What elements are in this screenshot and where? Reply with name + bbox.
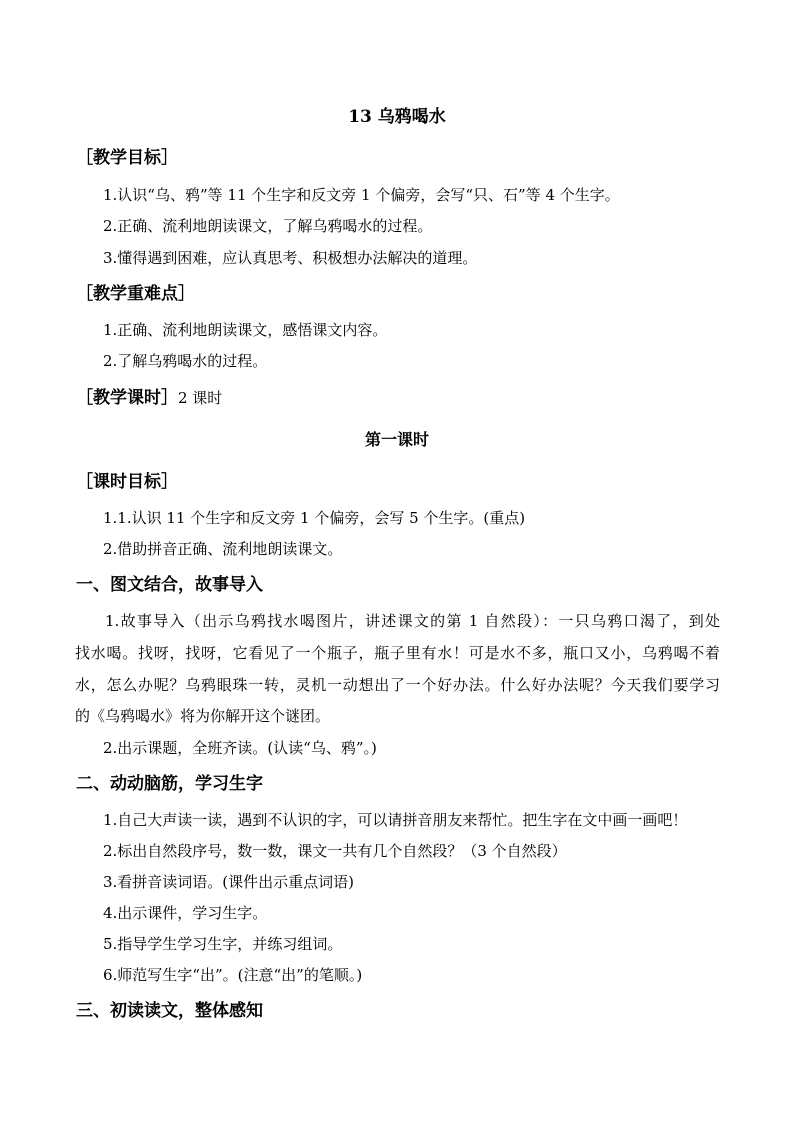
lesson-goals-heading: ［课时目标］ <box>76 472 178 492</box>
story-paragraph-line: 找水喝。找呀，找呀，它看见了一个瓶子，瓶子里有水！可是水不多，瓶口又小，乌鸦喝不着 <box>75 644 720 662</box>
story-paragraph-line: 水，怎么办呢？乌鸦眼珠一转，灵机一动想出了一个好办法。什么好办法呢？今天我们要学习 <box>75 676 720 694</box>
lesson-goal-item: 2.借助拼音正确、流利地朗读课文。 <box>103 540 343 558</box>
story-paragraph-line: 1.故事导入（出示乌鸦找水喝图片，讲述课文的第 1 自然段）：一只乌鸦口渴了，到处 <box>105 612 720 630</box>
section-2-item: 5.指导学生学习生字，并练习组词。 <box>103 935 343 953</box>
class-hours-value: 2 课时 <box>178 389 223 407</box>
section-2-item: 1.自己大声读一读，遇到不认识的字，可以请拼音朋友来帮忙。把生字在文中画一画吧！ <box>103 811 688 829</box>
lesson-title: 第一课时 <box>364 430 429 449</box>
section-heading-3: 三、初读读文，整体感知 <box>76 1001 263 1021</box>
key-points-heading: ［教学重难点］ <box>76 284 195 304</box>
section-heading-2: 二、动动脑筋，学习生字 <box>76 774 263 794</box>
section-2-item: 3.看拼音读词语。(课件出示重点词语) <box>103 873 355 891</box>
class-hours-label: ［教学课时］ <box>76 388 178 408</box>
key-point-item: 2.了解乌鸦喝水的过程。 <box>103 352 268 370</box>
section-1-item: 2.出示课题，全班齐读。(认读“乌、鸦”。) <box>103 739 377 757</box>
objective-item: 1.认识“乌、鸦”等 11 个生字和反文旁 1 个偏旁，会写“只、石”等 4 个生字。 <box>103 186 620 204</box>
story-paragraph-line: 的《乌鸦喝水》将为你解开这个谜团。 <box>75 707 331 725</box>
section-heading-1: 一、图文结合，故事导入 <box>76 575 263 595</box>
objective-item: 2.正确、流利地朗读课文，了解乌鸦喝水的过程。 <box>103 217 433 235</box>
section-2-item: 6.师范写生字“出”。(注意“出”的笔顺。) <box>103 966 363 984</box>
section-2-item: 4.出示课件，学习生字。 <box>103 904 268 922</box>
objectives-heading: ［教学目标］ <box>76 148 178 168</box>
lesson-goal-item: 1.1.认识 11 个生字和反文旁 1 个偏旁，会写 5 个生字。(重点) <box>103 509 526 527</box>
class-hours-row <box>76 383 222 413</box>
key-point-item: 1.正确、流利地朗读课文，感悟课文内容。 <box>103 321 388 339</box>
section-2-item: 2.标出自然段序号，数一数，课文一共有几个自然段？（3 个自然段） <box>103 842 567 860</box>
document-title: 13 乌鸦喝水 <box>348 107 446 127</box>
objective-item: 3.懂得遇到困难，应认真思考、积极想办法解决的道理。 <box>103 249 478 267</box>
